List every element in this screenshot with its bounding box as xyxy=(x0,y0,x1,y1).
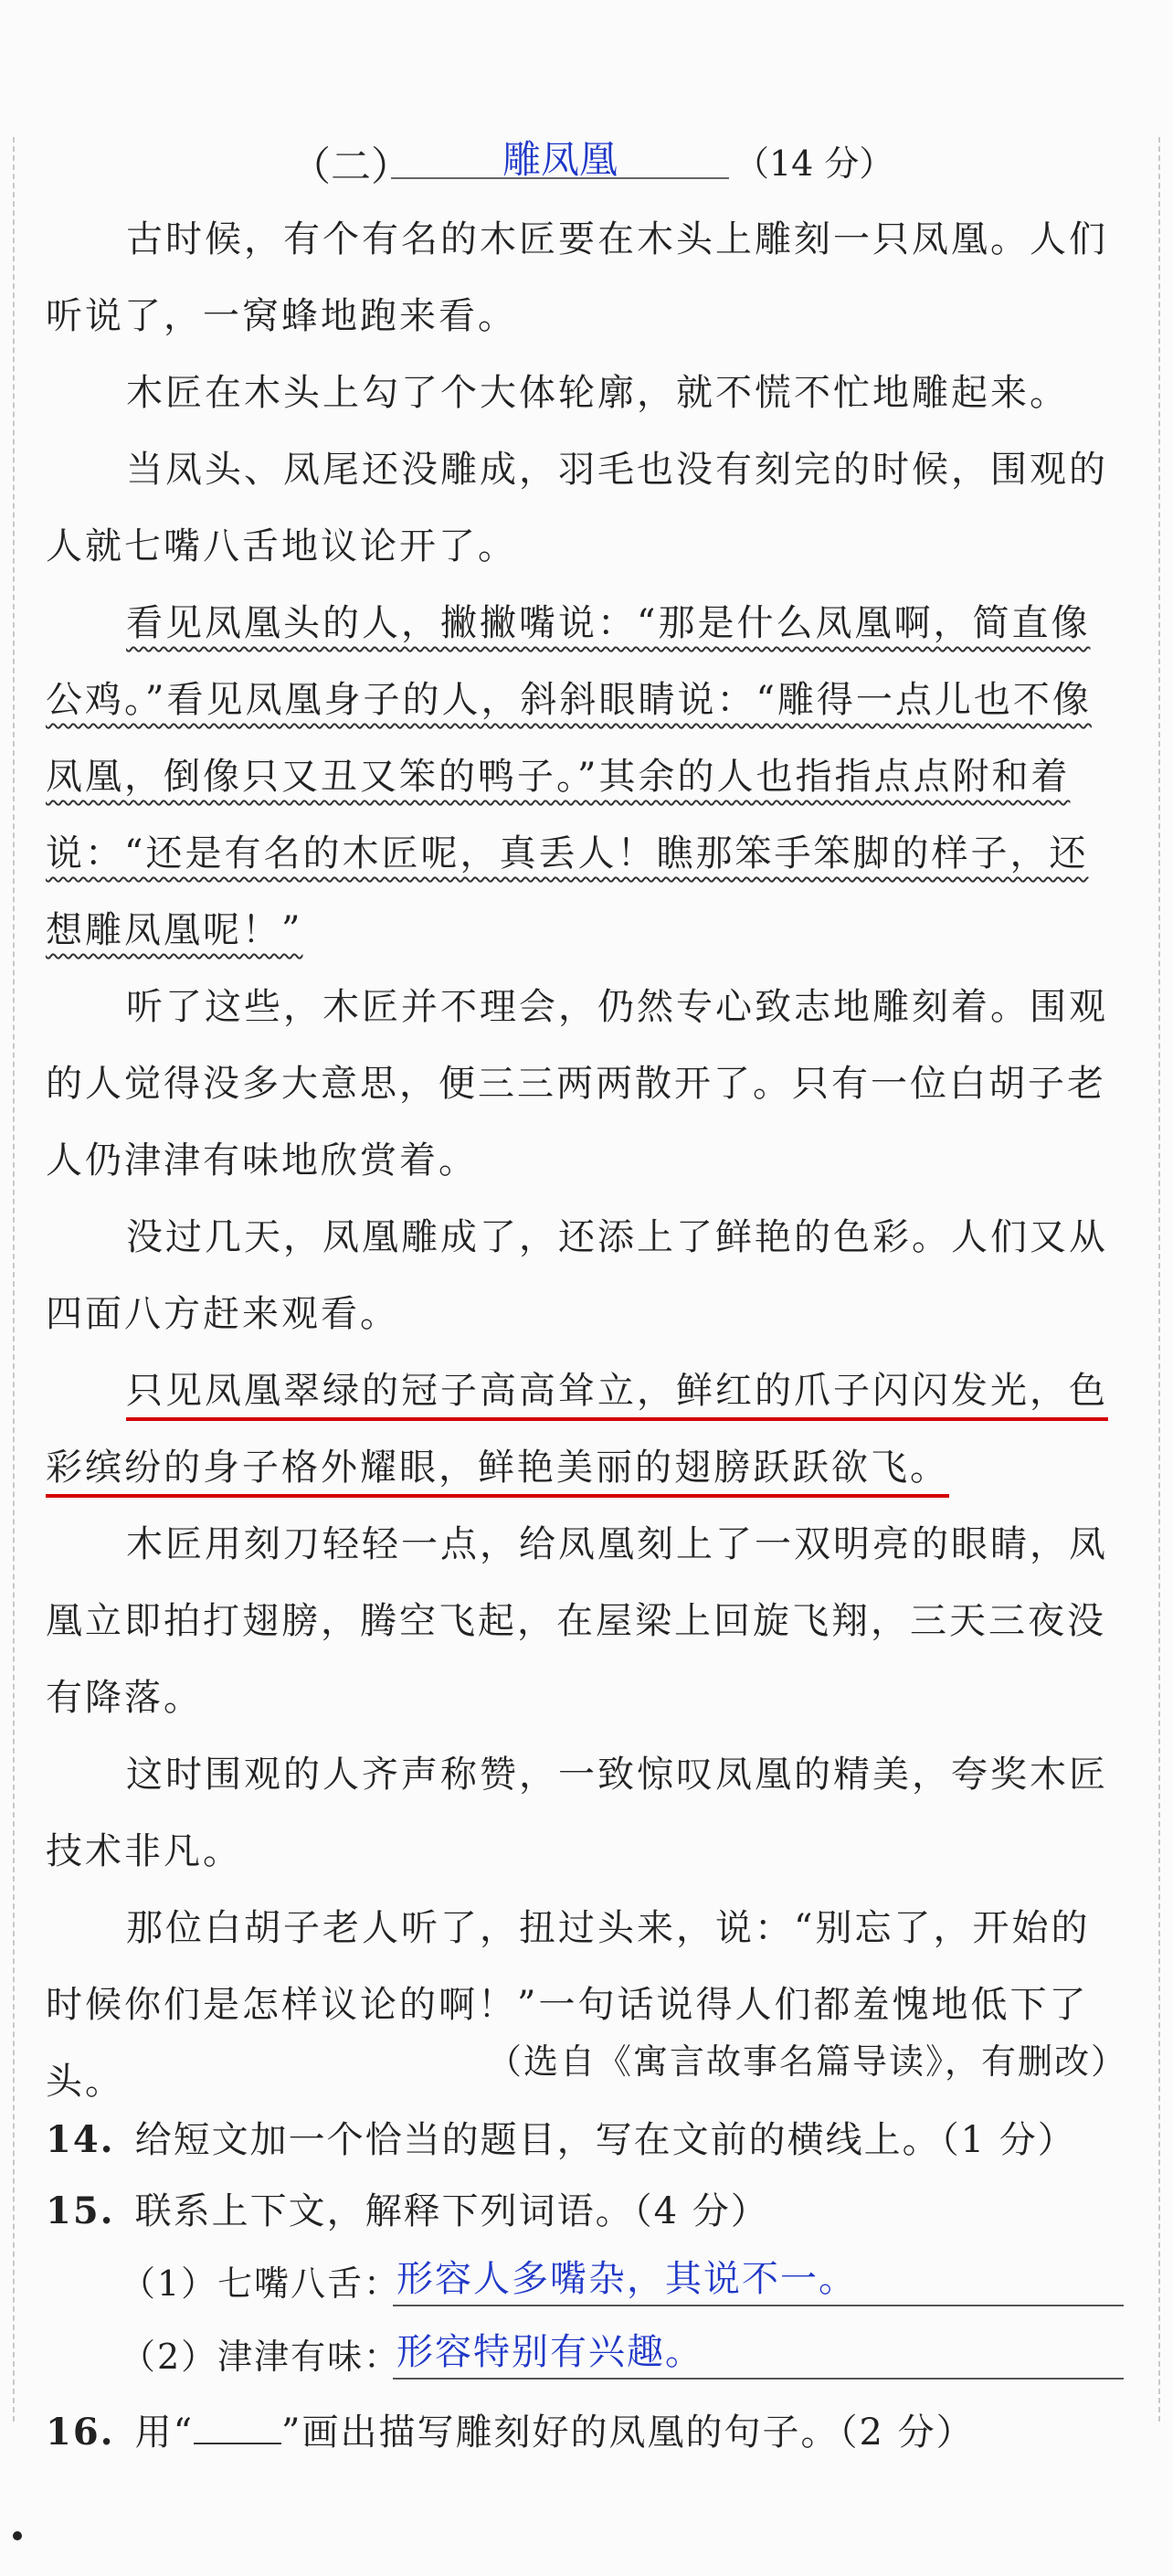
passage-paragraph-1: 古时候，有个有名的木匠要在木头上雕刻一只凤凰。人们听说了，一窝蜂地跑来看。 xyxy=(46,218,1108,337)
wavy-underlined-sentence: 看见凤凰头的人，撇撇嘴说：“那是什么凤凰啊，简直像公鸡。”看见凤凰身子的人，斜斜眼睛说：“雕得一点儿也不像凤凰，倒像只又丑又笨的鸭子。”其余的人也指指点点附和着说：“还是有名的木匠呢，真丢人！瞧那笨手笨脚的样子，还想雕凤凰呢！” xyxy=(46,602,1092,951)
question-14-number: 14. xyxy=(46,2118,115,2161)
question-15-text: 联系上下文，解释下列词语。（4 分） xyxy=(134,2190,769,2232)
question-14-text: 给短文加一个恰当的题目，写在文前的横线上。（1 分） xyxy=(134,2119,1076,2161)
page-dot-mark xyxy=(13,2531,22,2540)
passage-source: （选自《寓言故事名篇导读》，有删改） xyxy=(486,2041,1127,2082)
question-15-2-answer: 形容特别有兴趣。 xyxy=(396,2331,703,2373)
question-16-text-b: ”画出描写雕刻好的凤凰的句子。（2 分） xyxy=(281,2412,975,2454)
question-15-2-label: （2）津津有味： xyxy=(121,2337,401,2377)
passage-paragraph-4 xyxy=(46,585,1124,969)
question-16-number: 16. xyxy=(46,2411,115,2454)
passage-paragraph-8: 木匠用刻刀轻轻一点，给凤凰刻上了一双明亮的眼睛，凤凰立即拍打翅膀，腾空飞起，在屋梁上回旋飞翔，三天三夜没有降落。 xyxy=(46,1523,1108,1719)
question-16 xyxy=(46,2403,975,2455)
passage-paragraph-6: 没过几天，凤凰雕成了，还添上了鲜艳的色彩。人们又从四面八方赶来观看。 xyxy=(46,1216,1108,1335)
question-15-2-answer-line xyxy=(393,2378,1124,2380)
question-16-text-a: 用“ xyxy=(134,2412,195,2454)
question-16-underline-sample xyxy=(194,2412,281,2444)
question-15-number: 15. xyxy=(46,2189,115,2232)
passage-paragraph-7 xyxy=(46,1352,1124,1506)
red-underlined-phoenix-description: 只见凤凰翠绿的冠子高高耸立，鲜红的爪子闪闪发光，色彩缤纷的身子格外耀眼，鲜艳美丽的翅膀跃跃欲飞。 xyxy=(46,1370,1108,1489)
passage-paragraph-9: 这时围观的人齐声称赞，一致惊叹凤凰的精美，夸奖木匠技术非凡。 xyxy=(46,1754,1108,1872)
section-number: （二） xyxy=(291,143,411,190)
passage-paragraph-10: 那位白胡子老人听了，扭过头来，说：“别忘了，开始的时候你们是怎样议论的啊！”一句话说得人们都羞愧地低下了头。 xyxy=(46,1907,1091,2103)
section-score: （14 分） xyxy=(734,143,894,184)
question-15 xyxy=(46,2182,769,2234)
question-15-part-2 xyxy=(121,2328,703,2379)
passage-paragraph-5: 听了这些，木匠并不理会，仍然专心致志地雕刻着。围观的人觉得没多大意思，便三三两两散开了。只有一位白胡子老人仍津津有味地欣赏着。 xyxy=(46,986,1108,1182)
left-margin-dashed-rule xyxy=(13,137,15,2422)
question-15-1-answer: 形容人多嘴杂，其说不一。 xyxy=(396,2258,857,2300)
question-15-1-answer-line xyxy=(393,2305,1124,2306)
right-margin-dashed-rule xyxy=(1158,137,1160,2422)
section-heading xyxy=(0,126,1173,190)
question-15-part-1 xyxy=(121,2255,857,2306)
question-15-1-label: （1）七嘴八舌： xyxy=(121,2263,401,2304)
passage-paragraph-2: 木匠在木头上勾了个大体轮廓，就不慌不忙地雕起来。 xyxy=(126,372,1069,414)
question-14 xyxy=(46,2111,1076,2163)
passage-paragraph-3: 当凤头、凤尾还没雕成，羽毛也没有刻完的时候，围观的人就七嘴八舌地议论开了。 xyxy=(46,449,1108,567)
title-answer: 雕凤凰 xyxy=(502,137,618,182)
title-answer-blank xyxy=(391,130,729,182)
